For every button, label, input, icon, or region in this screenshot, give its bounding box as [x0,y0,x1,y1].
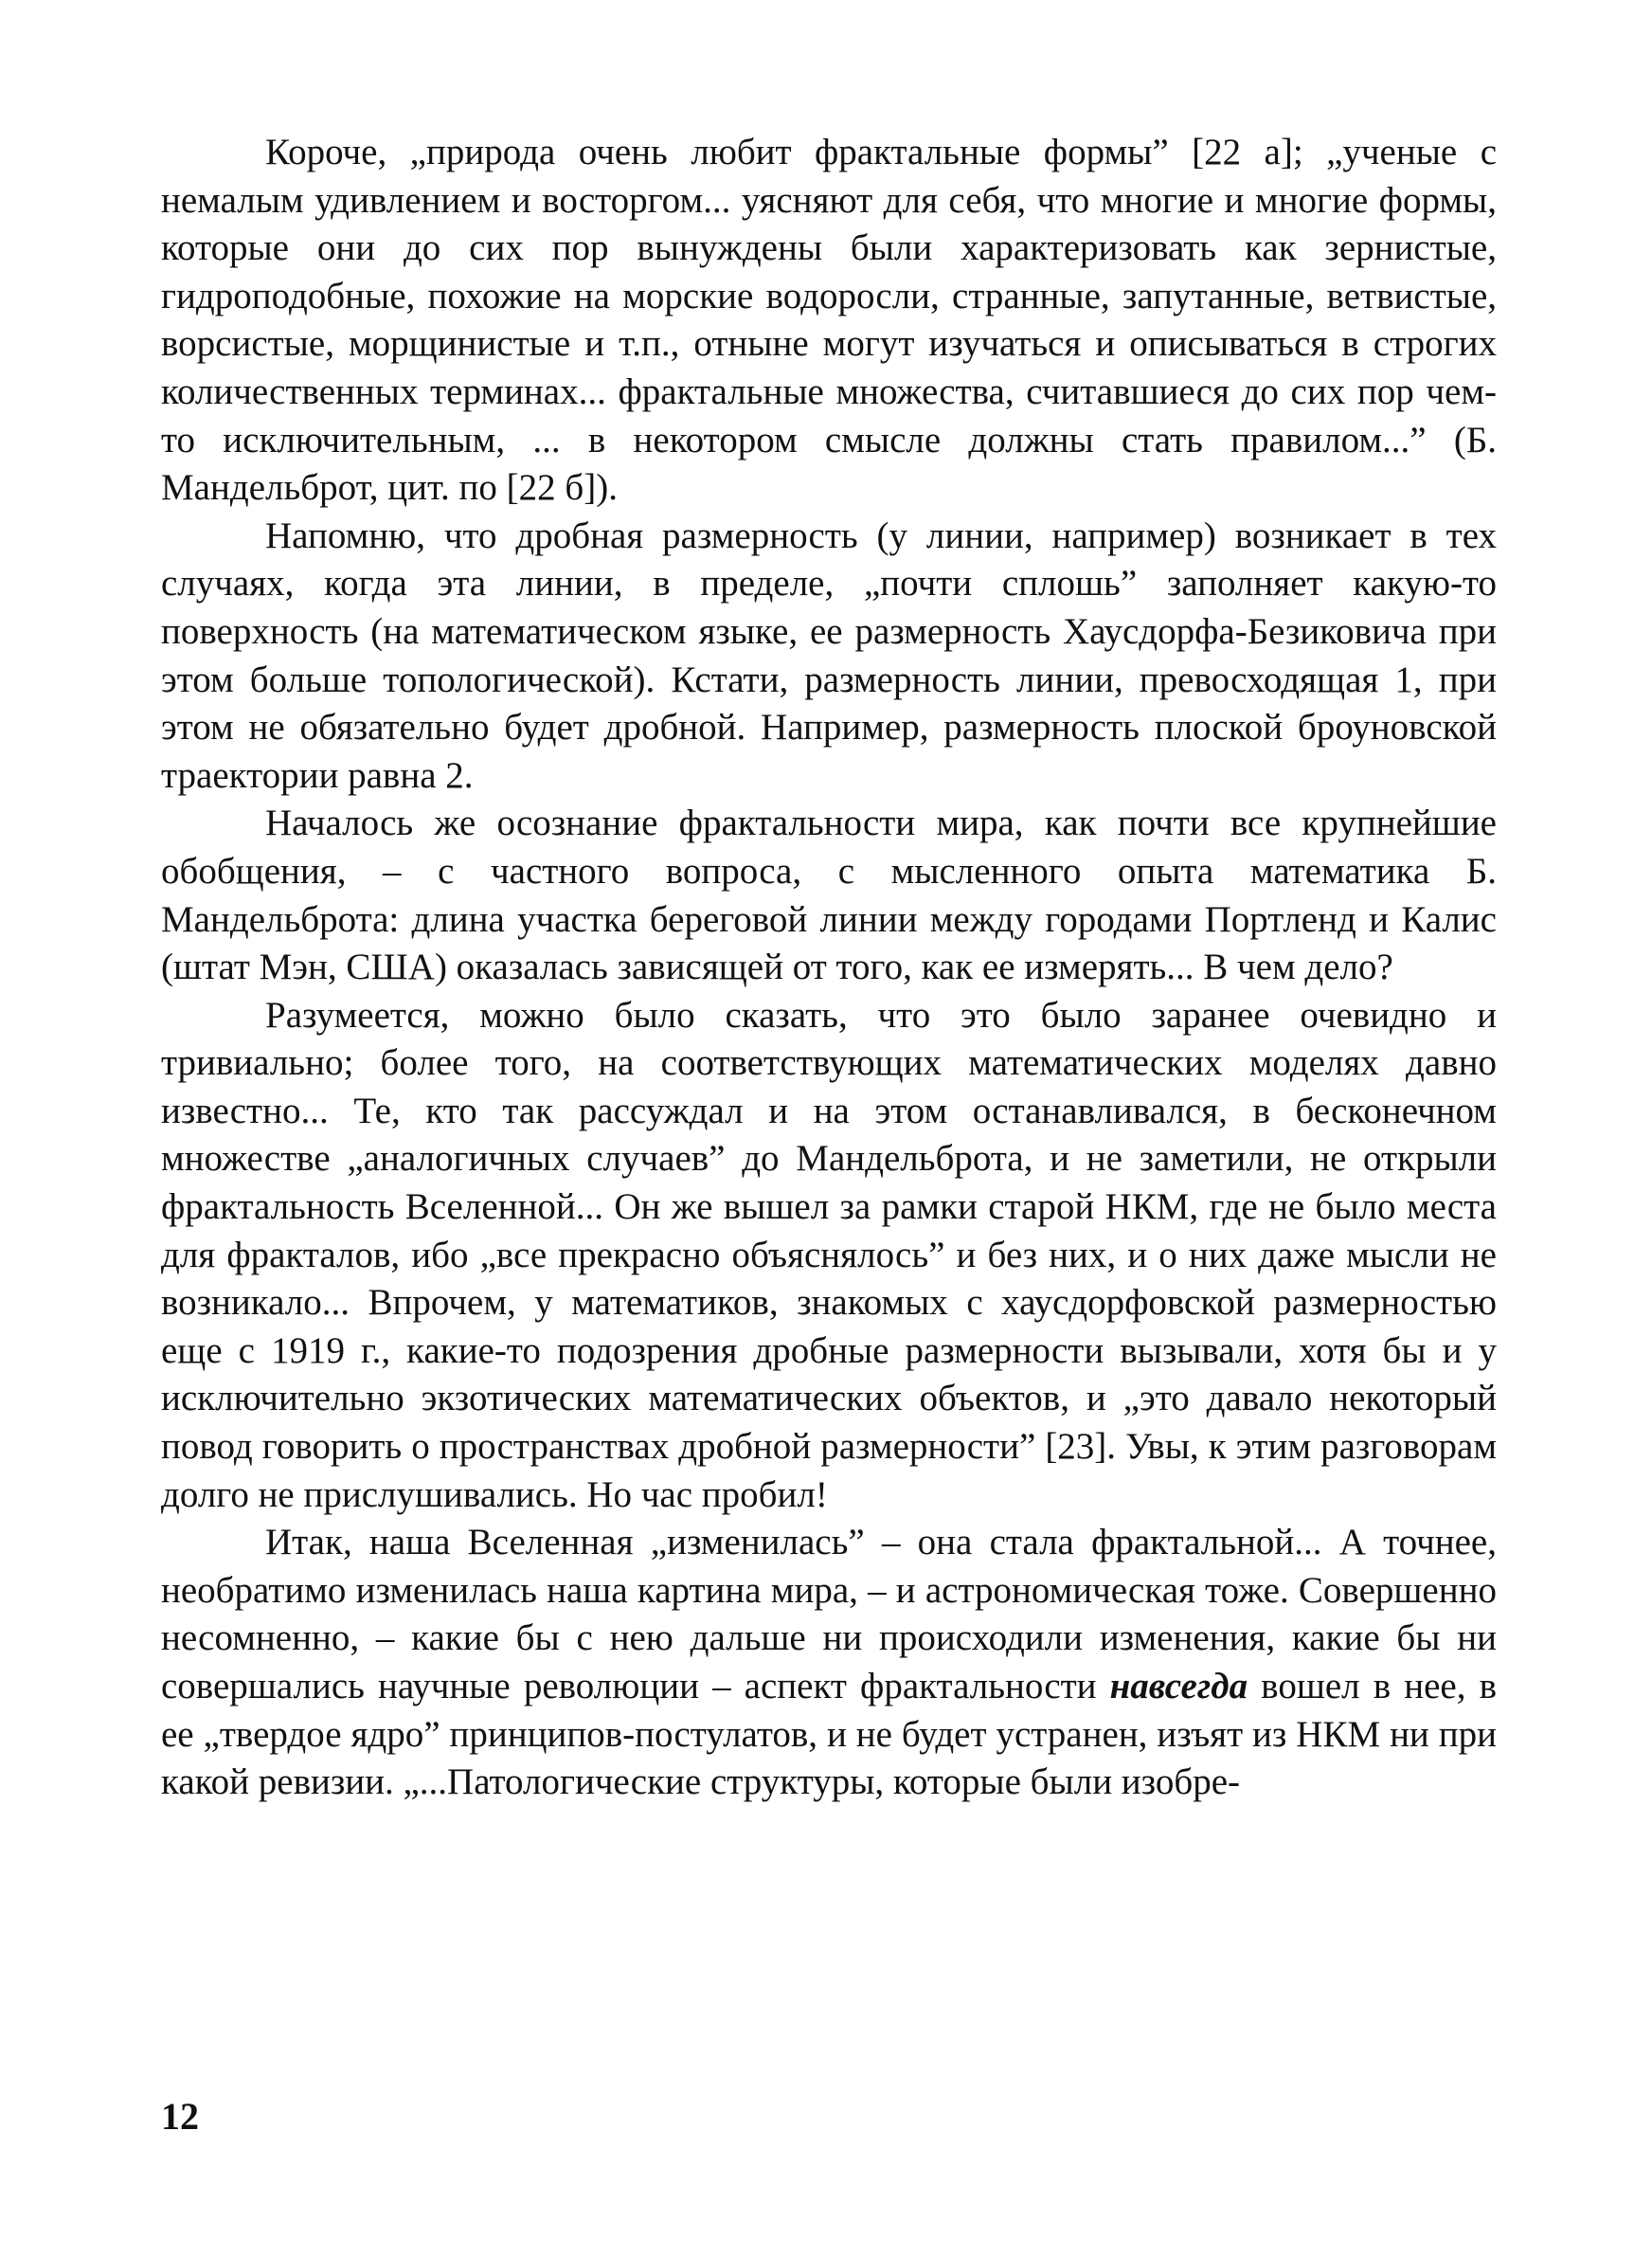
paragraph-5-text-after: вошел в нее, в ее „твердое ядро” принципов-постулатов, и не будет устранен, изъят из НКМ ни при какой ревизии. „...Патологические структуры, которые были изобре- [161,1666,1497,1803]
page-number: 12 [161,2095,199,2138]
paragraph-5-text-before: Итак, наша Вселенная „изменилась” – она стала фрактальной... А точнее, необратимо изменилась наша картина мира, – и астрономическая тоже. Совершенно несомненно, – какие бы с нею дальше ни происходили изменения, какие бы ни совершались научные революции – аспект фрактальности [161,1522,1497,1706]
paragraph-5 [161,1519,1497,1807]
paragraph-4: Разумеется, можно было сказать, что это было заранее очевидно и тривиально; более того, на соответствующих математических моделях давно известно... Те, кто так рассуждал и на этом останавливался, в бесконечном множестве „аналогичных случаев” до Мандельброта, и не заметили, не открыли фрактальность Вселенной... Он же вышел за рамки старой НКМ, где не было места для фракталов, ибо „все прекрасно объяснялось” и без них, и о них даже мысли не возникало... Впрочем, у математиков, знакомых с хаусдорфовской размерностью еще с 1919 г., какие-то подозрения дробные размерности вызывали, хотя бы и у исключительно экзотических математических объектов, и „это давало некоторый повод говорить о пространствах дробной размерности” [23]. Увы, к этим разговорам долго не прислушивались. Но час пробил! [161,994,1497,1515]
paragraph-1: Короче, „природа очень любит фрактальные формы” [22 а]; „ученые с немалым удивлением и восторгом... уясняют для себя, что многие и многие формы, которые они до сих пор вынуждены были характеризовать как зернистые, гидроподобные, похожие на морские водоросли, странные, запутанные, ветвистые, ворсистые, морщинистые и т.п., отныне могут изучаться и описываться в строгих количественных терминах... фрактальные множества, считавшиеся до сих пор чем-то исключительным, ... в некотором смысле должны стать правилом...” (Б. Мандельброт, цит. по [22 б]). [161,132,1497,509]
body-text [161,129,1497,1807]
paragraph-3: Началось же осознание фрактальности мира, как почти все крупнейшие обобщения, – с частного вопроса, с мысленного опыта математика Б. Мандельброта: длина участка береговой линии между городами Портленд и Калис (штат Мэн, США) оказалась зависящей от того, как ее измерять... В чем дело? [161,803,1497,988]
paragraph-2: Напомню, что дробная размерность (у линии, например) возникает в тех случаях, когда эта линии, в пределе, „почти сплошь” заполняет какую-то поверхность (на математическом языке, ее размерность Хаусдорфа-Безиковича при этом больше топологической). Кстати, размерность линии, превосходящая 1, при этом не обязательно будет дробной. Например, размерность плоской броуновской траектории равна 2. [161,515,1497,796]
paragraph-5-italic-word: навсегда [1109,1666,1248,1706]
